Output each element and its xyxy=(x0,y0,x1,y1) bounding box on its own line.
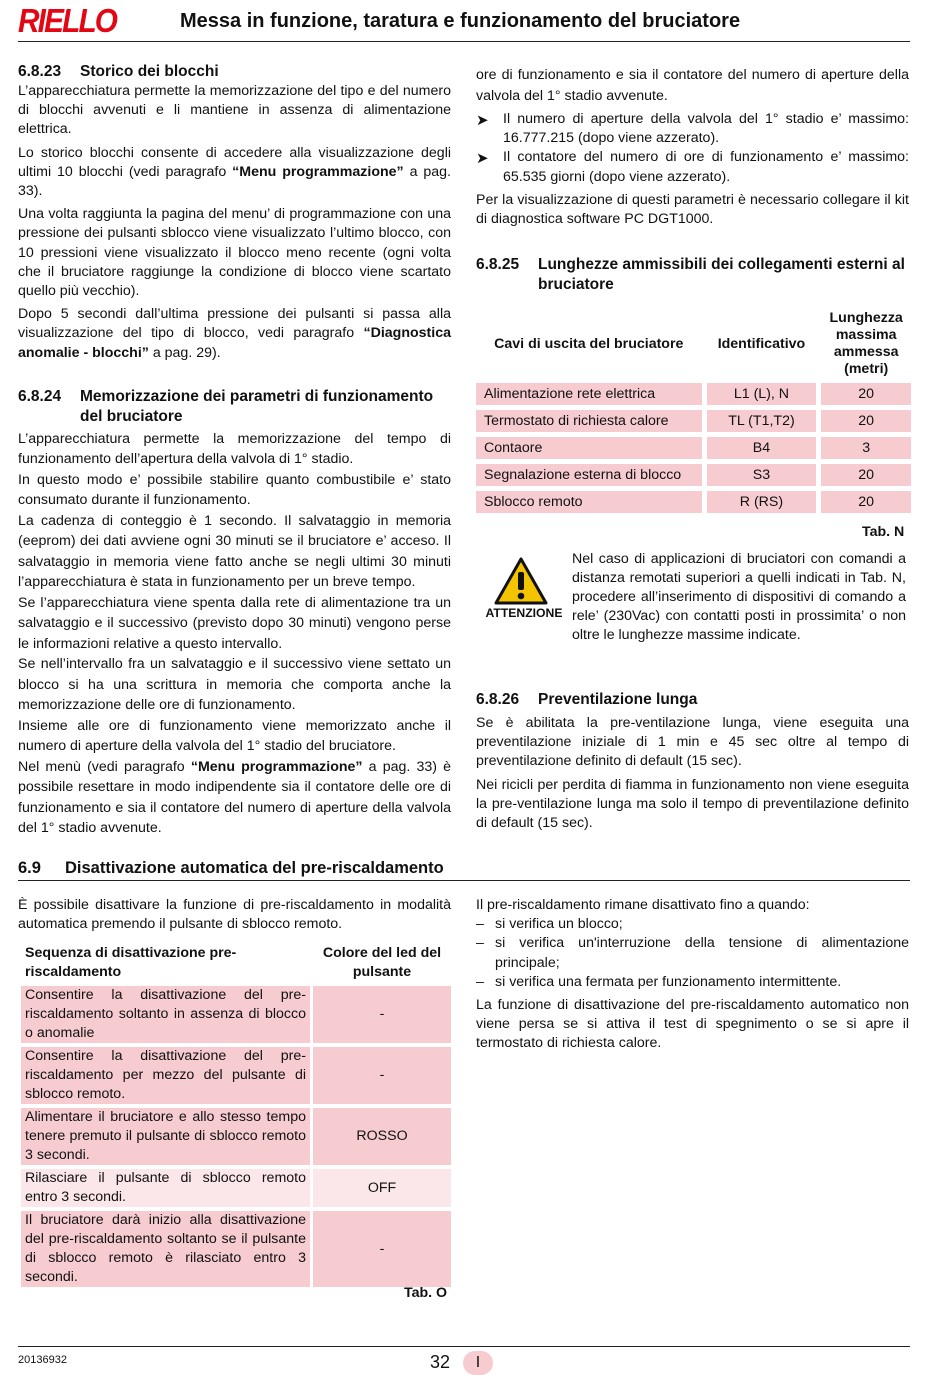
table-row xyxy=(21,1108,451,1165)
table-cell: R (RS) xyxy=(707,491,817,513)
section-heading-6-9: 6.9 Disattivazione automatica del pre-riscaldamento xyxy=(18,859,444,877)
section-rule xyxy=(18,880,910,881)
warning-text: Nel caso di applicazioni di bruciatori con comandi a distanza remotati superiori a quelli indicati in Tab. N, procedere all’inserimento di dispositivi di comando a rele’ (230Vac) con contatti posti in prossimita’ o non oltre le lunghezze massime indicate. xyxy=(572,551,906,643)
table-cell: 20 xyxy=(821,410,911,432)
footer-rule xyxy=(18,1346,910,1347)
table-row xyxy=(476,383,911,405)
table-cell: Consentire la disattivazione del pre-riscaldamento soltanto in assenza di blocco o anomalie xyxy=(21,986,310,1043)
paragraph: Il pre-riscaldamento rimane disattivato fino a quando: xyxy=(476,897,810,913)
section-heading-6-8-24: 6.8.24 Memorizzazione dei parametri di funzionamento del bruciatore xyxy=(18,387,434,425)
table-header: Colore del led del pulsante xyxy=(322,945,442,980)
paragraph: Nel menù (vedi paragrafo “Menu programmazione” a pag. 33) è possibile resettare in modo indipendente sia il contatore delle ore di funzionamento e sia il contatore del numero di aperture della valvola del 1° stadio avvenute. xyxy=(18,758,452,837)
paragraph: Lo storico blocchi consente di accedere alla visualizzazione degli ultimi 10 blocchi (vedi paragrafo “Menu programmazione” a pag. 33). xyxy=(18,144,451,200)
list-item: ➤ Il contatore del numero di ore di funzionamento e’ massimo: 65.535 giorni (dopo viene azzerato). xyxy=(476,149,909,185)
table-header: Lunghezza massima ammessa (metri) xyxy=(829,310,903,377)
section-6-9-right xyxy=(476,896,909,1058)
list-item: – si verifica un'interruzione della tensione di alimentazione principale; xyxy=(476,935,909,971)
table-caption: Tab. N xyxy=(862,524,905,540)
table-row xyxy=(476,491,911,513)
section-heading-6-8-26: 6.8.26 Preventilazione lunga xyxy=(476,691,698,708)
table-row xyxy=(21,1211,451,1287)
paragraph-continuation: ore di funzionamento e sia il contatore del numero di aperture della valvola del 1° stadio avvenute. xyxy=(476,67,909,104)
table-cell: Il bruciatore darà inizio alla disattivazione del pre-riscaldamento soltanto se il pulsante di sblocco remoto è rilasciato entro 3 secondi. xyxy=(21,1211,310,1287)
table-cell: Rilasciare il pulsante di sblocco remoto entro 3 secondi. xyxy=(21,1169,310,1207)
table-row xyxy=(21,1047,451,1104)
section-heading-6-8-25: 6.8.25 Lunghezze ammissibili dei collegamenti esterni al bruciatore xyxy=(476,256,905,294)
table-cell: S3 xyxy=(707,464,817,486)
section-heading-6-8-23: 6.8.23 Storico dei blocchi xyxy=(18,63,219,80)
table-cell: Alimentare il bruciatore e allo stesso tempo tenere premuto il pulsante di sblocco remoto 3 secondi. xyxy=(21,1108,310,1165)
dash-list xyxy=(476,915,909,992)
document-code: 20136932 xyxy=(18,1354,67,1366)
bullet-list xyxy=(476,110,909,187)
table-cell: 20 xyxy=(821,383,911,405)
section-6-8-26 xyxy=(476,690,909,837)
table-cell: B4 xyxy=(707,437,817,459)
table-cell: - xyxy=(313,986,451,1043)
page-number: 32 xyxy=(430,1352,451,1372)
table-cell: Consentire la disattivazione del pre-riscaldamento per mezzo del pulsante di sblocco remoto. xyxy=(21,1047,310,1104)
paragraph: La cadenza di conteggio è 1 secondo. Il salvataggio in memoria (eeprom) dei dati avviene ogni 30 minuti se il bruciatore e’ acceso. Il salvataggio in memoria viene fatto anche se negli ultimi 30 minuti l’apparecchiatura è stata in funzionamento per un breve tempo. xyxy=(18,512,451,591)
table-header: Cavi di uscita del bruciatore xyxy=(494,335,684,352)
cable-length-table xyxy=(476,305,911,518)
page-header-title: Messa in funzione, taratura e funzionamento del bruciatore xyxy=(180,10,741,32)
table-cell: OFF xyxy=(313,1169,451,1207)
table-cell: L1 (L), N xyxy=(707,383,817,405)
paragraph: L’apparecchiatura permette la memorizzazione del tipo e del numero di blocchi avvenuti e li mantiene in assenza di alimentazione elettrica. xyxy=(18,83,451,138)
table-header: Sequenza di disattivazione pre-riscaldamento xyxy=(25,945,237,980)
table-row xyxy=(476,437,911,459)
table-header: Identificativo xyxy=(717,335,806,352)
table-cell: Termostato di richiesta calore xyxy=(476,410,702,432)
table-cell: Contaore xyxy=(476,437,702,459)
warning-triangle-icon xyxy=(493,556,549,606)
paragraph: Se è abilitata la pre-ventilazione lunga, viene eseguita una preventilazione iniziale di 1 min e 45 sec oltre al tempo di preventilazione definito di default (15 sec). xyxy=(476,715,909,770)
right-column xyxy=(476,65,909,295)
paragraph: La funzione di disattivazione del pre-riscaldamento automatico non viene persa se si attiva il test di spegnimento o se si apre il termostato di richiesta calore. xyxy=(476,997,909,1052)
arrow-bullet-icon: ➤ xyxy=(476,150,489,168)
list-item: – si verifica una fermata per funzionamento intermittente. xyxy=(476,973,842,990)
paragraph: Per la visualizzazione di questi parametri è necessario collegare il kit di diagnostica software PC DGT1000. xyxy=(476,191,909,228)
paragraph: Se l’apparecchiatura viene spenta dalla rete di alimentazione tra un salvataggio e il successivo (previsto dopo 30 minuti) vengono perse le informazioni relative a questo intervallo. xyxy=(18,594,451,652)
language-badge: I xyxy=(463,1351,493,1375)
preheat-deactivation-table xyxy=(18,940,454,1291)
paragraph: Una volta raggiunta la pagina del menu’ di programmazione con una pressione dei pulsanti sblocco viene visualizzato l’ultimo blocco, con 10 pressioni viene visualizzato il blocco meno recente (ogni volta che il bruciatore raggiunge la condizione di blocco viene scartato quello più vecchio). xyxy=(18,206,451,300)
warning-text-block xyxy=(572,550,906,645)
paragraph: È possibile disattivare la funzione di pre-riscaldamento in modalità automatica premendo il pulsante di sblocco remoto. xyxy=(18,897,451,933)
table-cell: Segnalazione esterna di blocco xyxy=(476,464,702,486)
table-cell: - xyxy=(313,1211,451,1287)
header-rule xyxy=(18,41,910,42)
table-cell: Sblocco remoto xyxy=(476,491,702,513)
riello-logo: RIELLO xyxy=(18,2,117,39)
paragraph: Nei ricicli per perdita di fiamma in funzionamento non viene eseguita la pre-ventilazione lunga ma solo il tempo di preventilazione definito di default (15 sec). xyxy=(476,776,909,832)
arrow-bullet-icon: ➤ xyxy=(476,112,489,129)
paragraph: Insieme alle ore di funzionamento viene memorizzato anche il numero di aperture della valvola del 1° stadio del bruciatore. xyxy=(18,717,451,755)
table-cell: Alimentazione rete elettrica xyxy=(476,383,702,405)
table-cell: ROSSO xyxy=(313,1108,451,1165)
table-cell: 20 xyxy=(821,464,911,486)
table-row xyxy=(21,986,451,1043)
list-item: ➤ Il numero di aperture della valvola del 1° stadio e’ massimo: 16.777.215 (dopo viene azzerato). xyxy=(476,111,909,147)
paragraph: Dopo 5 secondi dall’ultima pressione dei pulsanti si passa alla visualizzazione del tipo di blocco, vedi paragrafo “Diagnostica anomalie - blocchi” a pag. 29). xyxy=(18,306,451,361)
section-6-9-intro xyxy=(18,896,451,934)
left-column xyxy=(18,62,452,837)
table-cell: 3 xyxy=(821,437,911,459)
table-cell: - xyxy=(313,1047,451,1104)
paragraph: In questo modo e’ possibile stabilire quanto combustibile e’ stato consumato durante il funzionamento. xyxy=(18,471,451,509)
table-row xyxy=(21,1169,451,1207)
table-row xyxy=(476,464,911,486)
warning-label: ATTENZIONE xyxy=(485,606,563,620)
table-cell: 20 xyxy=(821,491,911,513)
paragraph: L’apparecchiatura permette la memorizzazione del tempo di funzionamento dell’apertura della valvola di 1° stadio. xyxy=(18,430,451,468)
paragraph: Se nell’intervallo fra un salvataggio e il successivo viene settato un blocco si ha una scrittura in memoria che comporta anche la memorizzazione delle ore di funzionamento. xyxy=(18,656,451,714)
table-cell: TL (T1,T2) xyxy=(707,410,817,432)
table-caption: Tab. O xyxy=(404,1285,448,1301)
list-item: – si verifica un blocco; xyxy=(476,916,623,933)
table-row xyxy=(476,410,911,432)
